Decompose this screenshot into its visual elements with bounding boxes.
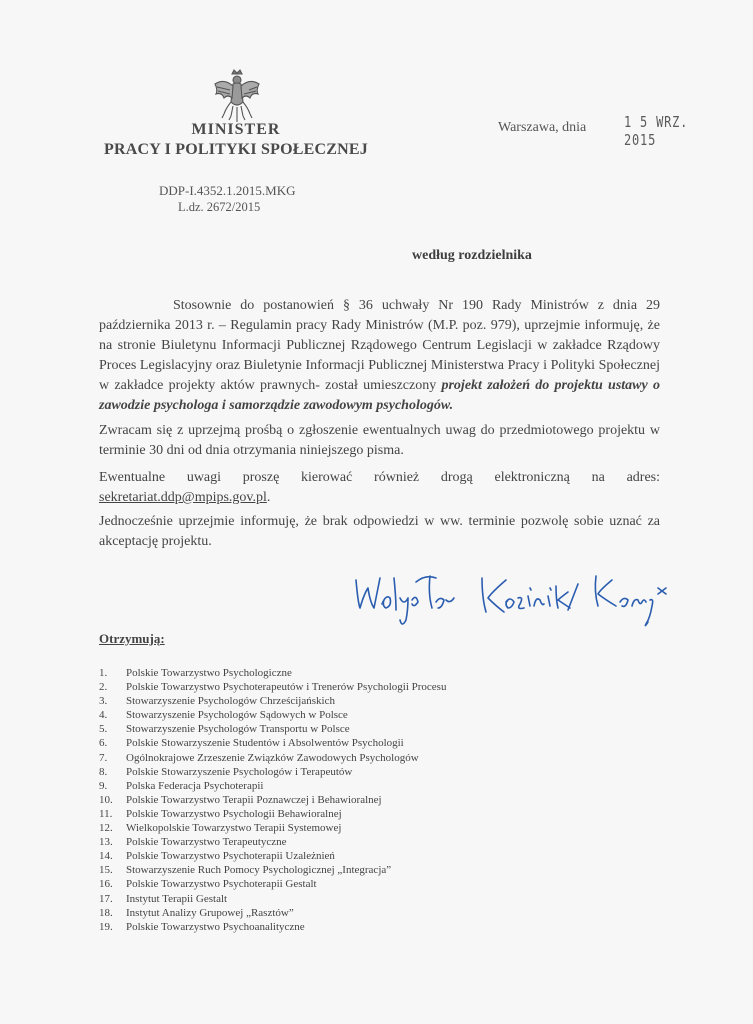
list-item xyxy=(99,807,446,821)
list-item-number: 12. xyxy=(99,822,113,835)
eagle-emblem-icon xyxy=(212,68,262,124)
list-item-number: 3. xyxy=(99,695,108,708)
list-item-name: Polskie Towarzystwo Psychoterapeutów i Trenerów Psychologii Procesu xyxy=(126,681,447,694)
list-item-name: Stowarzyszenie Psychologów Sądowych w Polsce xyxy=(126,709,348,722)
list-item xyxy=(99,722,446,736)
list-item xyxy=(99,877,446,891)
list-item-name: Stowarzyszenie Ruch Pomocy Psychologicznej „Integracja” xyxy=(126,864,392,877)
recipients-heading: Otrzymują: xyxy=(99,631,165,646)
list-item xyxy=(99,863,446,877)
date-stamp: 1 5 WRZ. 2015 xyxy=(624,113,689,149)
body-paragraph-4: Jednocześnie uprzejmie informuję, że brak odpowiedzi w ww. terminie pozwolę sobie uznać za akceptację projektu. xyxy=(99,514,660,549)
reference-number: DDP-I.4352.1.2015.MKG xyxy=(159,183,296,198)
list-item-number: 7. xyxy=(99,751,108,764)
list-item-number: 17. xyxy=(99,892,113,905)
list-item-name: Stowarzyszenie Psychologów Transportu w Polsce xyxy=(126,723,350,736)
list-item xyxy=(99,779,446,793)
list-item-number: 13. xyxy=(99,836,113,849)
place-date-label: Warszawa, dnia xyxy=(498,120,587,135)
list-item-name: Instytut Analizy Grupowej „Rasztów” xyxy=(126,906,294,919)
list-item-number: 11. xyxy=(99,807,113,820)
list-item xyxy=(99,835,446,849)
list-item-number: 9. xyxy=(99,779,108,792)
paragraph-3-text: Ewentualne uwagi proszę kierować również drogą elektroniczną na adres: xyxy=(99,470,660,485)
list-item-name: Polskie Towarzystwo Psychoterapii Uzależnień xyxy=(126,850,335,863)
list-item xyxy=(99,765,446,779)
list-item-name: Stowarzyszenie Psychologów Chrześcijańskich xyxy=(126,695,335,708)
paragraph-3-end: . xyxy=(266,490,271,505)
paragraph-1-emphasis: projekt założeń do projektu ustawy o zawodzie psychologa i samorządzie zawodowym psychologów. xyxy=(99,378,660,413)
list-item-name: Instytut Terapii Gestalt xyxy=(126,892,228,905)
list-item-name: Polskie Stowarzyszenie Studentów i Absolwentów Psychologii xyxy=(126,737,404,750)
list-item-number: 6. xyxy=(99,737,108,750)
list-item xyxy=(99,708,446,722)
addressee: według rozdzielnika xyxy=(412,248,532,263)
list-item-name: Polskie Stowarzyszenie Psychologów i Terapeutów xyxy=(126,765,353,778)
list-item xyxy=(99,736,446,750)
handwritten-signature xyxy=(346,558,676,638)
list-item-number: 8. xyxy=(99,765,108,778)
list-item xyxy=(99,849,446,863)
email-link[interactable]: sekretariat.ddp@mpips.gov.pl xyxy=(99,490,267,505)
list-item-number: 10. xyxy=(99,793,113,806)
list-item xyxy=(99,694,446,708)
ministry-name: PRACY I POLITYKI SPOŁECZNEJ xyxy=(104,141,368,158)
list-item xyxy=(99,892,446,906)
list-item xyxy=(99,920,446,934)
list-item xyxy=(99,666,446,680)
list-item-number: 1. xyxy=(99,667,108,679)
list-item xyxy=(99,821,446,835)
list-item-name: Polskie Towarzystwo Psychoanalityczne xyxy=(126,920,305,933)
list-item xyxy=(99,751,446,765)
list-item-name: Polskie Towarzystwo Psychoterapii Gestalt xyxy=(126,878,317,891)
list-item-number: 18. xyxy=(99,906,113,919)
list-item-name: Polskie Towarzystwo Psychologii Behawioralnej xyxy=(126,807,342,820)
list-item-number: 15. xyxy=(99,864,113,877)
list-item-number: 2. xyxy=(99,681,108,694)
list-item xyxy=(99,793,446,807)
body-paragraph-2: Zwracam się z uprzejmą prośbą o zgłoszenie ewentualnych uwag do przedmiotowego projektu w terminie 30 dni od dnia otrzymania niniejszego pisma. xyxy=(99,423,660,458)
list-item-name: Polskie Towarzystwo Psychologiczne xyxy=(126,667,292,679)
list-item-number: 16. xyxy=(99,878,113,891)
list-item xyxy=(99,680,446,694)
list-item-number: 4. xyxy=(99,709,108,722)
list-item-name: Polskie Towarzystwo Terapii Poznawczej i Behawioralnej xyxy=(126,793,382,806)
body-paragraph-1 xyxy=(99,296,660,416)
list-item-name: Ogólnokrajowe Zrzeszenie Związków Zawodowych Psychologów xyxy=(126,751,419,764)
body-paragraph-3 xyxy=(99,468,660,508)
registry-number: L.dz. 2672/2015 xyxy=(178,200,261,214)
paragraph-1-text: Stosownie do postanowień § 36 uchwały Nr 190 Rady Ministrów z dnia 29 października 2013 r. – Regulamin pracy Rady Ministrów (M.P. poz. 979), uprzejmie informuję, że na stronie Biuletynu Informacji Publicznej Rządowego Centrum Legislacji w zakładce Rządowy Proces Legislacyjny oraz Biuletynie Informacji Publicznej Ministerstwa Pracy i Polityki Społecznej w zakładce projekty aktów prawnych- został umieszczony xyxy=(99,298,660,393)
recipients-list xyxy=(99,666,446,934)
list-item-number: 14. xyxy=(99,850,113,863)
list-item-name: Wielkopolskie Towarzystwo Terapii Systemowej xyxy=(126,822,342,835)
list-item-number: 5. xyxy=(99,723,108,736)
list-item-number: 19. xyxy=(99,920,113,933)
list-item xyxy=(99,906,446,920)
list-item-name: Polskie Towarzystwo Terapeutyczne xyxy=(126,836,287,849)
minister-title: MINISTER xyxy=(191,121,281,138)
list-item-name: Polska Federacja Psychoterapii xyxy=(126,779,264,792)
